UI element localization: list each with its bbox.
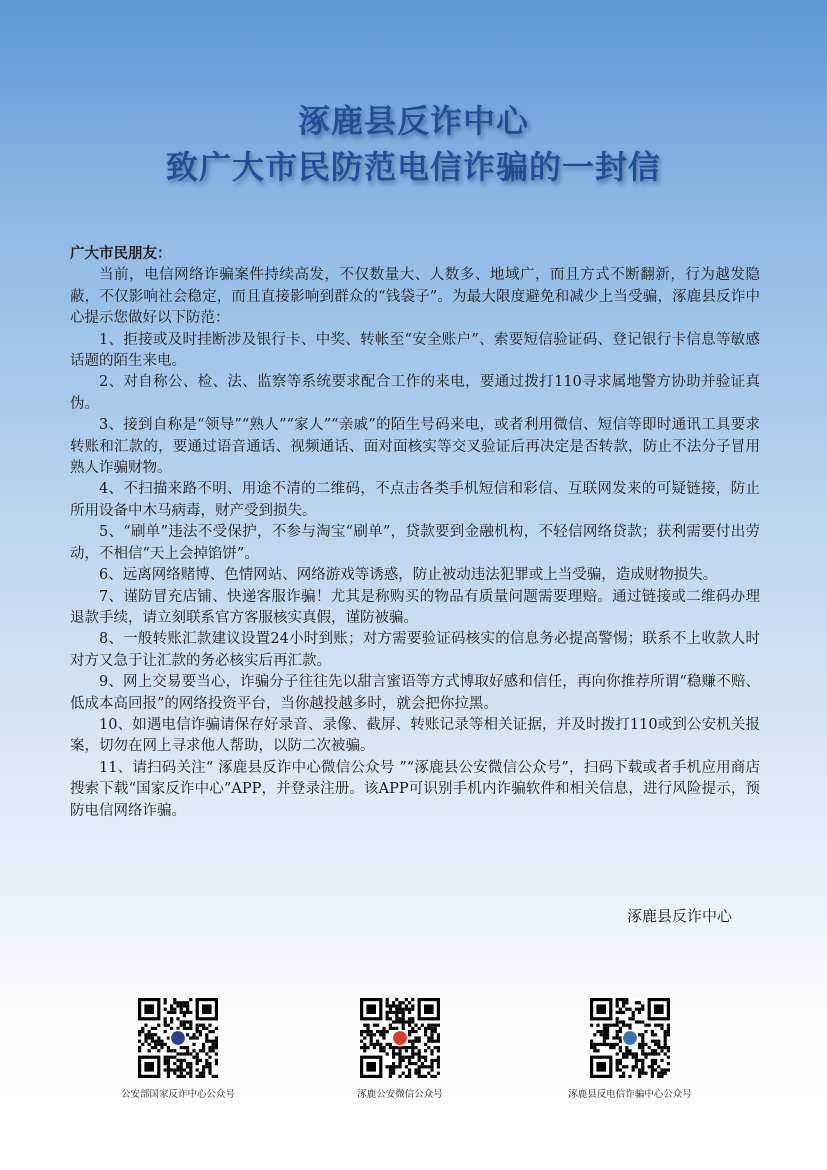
paragraph-item-10: 10、如遇电信诈骗请保存好录音、录像、截屏、转账记录等相关证据，并及时拨打110或到公安机关报案，切勿在网上寻求他人帮助，以防二次被骗。 <box>70 716 760 755</box>
paragraph-item-1: 1、拒接或及时挂断涉及银行卡、中奖、转帐至“安全账户”、索要短信验证码、登记银行卡信息等敏感话题的陌生来电。 <box>70 331 760 370</box>
shield-emblem-icon <box>622 1030 637 1045</box>
paragraph-item-2: 2、对自称公、检、法、监察等系统要求配合工作的来电，要通过拨打110寻求属地警方协助并验证真伪。 <box>70 374 760 412</box>
paragraph-item-5: 5、“刷单”违法不受保护，不参与淘宝“刷单”，贷款要到金融机构，不轻信网络贷款；获利需要付出劳动，不相信“天上会掉馅饼”。 <box>70 524 760 562</box>
paragraph-item-3: 3、接到自称是“领导”“熟人”“家人”“亲戚”的陌生号码来电，或者利用微信、短信等即时通讯工具要求转账和汇款的，要通过语音通话、视频通话、面对面核实等交叉验证后再决定是否转款，防止不法分子冒用熟人诈骗财物。 <box>70 417 760 477</box>
greeting: 广大市民朋友： <box>70 246 172 262</box>
qr-code-zhuolu-anti-fraud[interactable] <box>590 998 670 1078</box>
qr-code-national-anti-fraud[interactable] <box>138 998 218 1078</box>
signature: 涿鹿县反诈中心 <box>626 907 732 925</box>
qr-block-zhuolu-anti-fraud <box>520 998 740 1100</box>
qr-caption: 涿鹿县反电信诈骗中心公众号 <box>568 1089 692 1100</box>
qr-block-zhuolu-police <box>290 998 510 1100</box>
qr-caption: 公安部国家反诈中心公众号 <box>120 1089 235 1100</box>
title-line-2: 致广大市民防范电信诈骗的一封信 <box>165 148 661 186</box>
paragraph-item-9: 9、网上交易要当心，诈骗分子往往先以甜言蜜语等方式博取好感和信任，再向你推荐所谓“稳赚不赔、低成本高回报”的网络投资平台，当你越投越多时，就会把你拉黑。 <box>70 674 760 712</box>
qr-block-national-anti-fraud <box>68 998 288 1100</box>
paragraph-item-6: 6、远离网络赌博、色情网站、网络游戏等诱惑，防止被动违法犯罪或上当受骗，造成财物损失。 <box>99 567 718 584</box>
paragraph-item-4: 4、不扫描来路不明、用途不清的二维码，不点击各类手机短信和彩信、互联网发来的可疑链接，防止所用设备中木马病毒，财产受到损失。 <box>70 481 760 519</box>
police-badge-icon <box>170 1030 185 1045</box>
paragraph-intro: 当前，电信网络诈骗案件持续高发，不仅数量大、人数多、地域广，而且方式不断翻新，行为越发隐蔽，不仅影响社会稳定，而且直接影响到群众的“钱袋子”。为最大限度避免和减少上当受骗，涿鹿县反诈中心提示您做好以下防范： <box>70 267 760 327</box>
letter-body <box>70 244 760 822</box>
title-line-1: 涿鹿县反诈中心 <box>297 102 529 140</box>
police-emblem-icon <box>392 1030 407 1045</box>
paragraph-item-7: 7、谨防冒充店铺、快递客服诈骗！尤其是称购买的物品有质量问题需要理赔。通过链接或二维码办理退款手续，请立刻联系官方客服核实真假，谨防被骗。 <box>70 588 760 626</box>
qr-code-zhuolu-police[interactable] <box>360 998 440 1078</box>
paragraph-item-8: 8、一般转账汇款建议设置24小时到账；对方需要验证码核实的信息务必提高警惕；联系不上收款人时对方又急于让汇款的务必核实后再汇款。 <box>70 631 760 669</box>
qr-caption: 涿鹿公安微信公众号 <box>357 1089 443 1100</box>
paragraph-item-11: 11、请扫码关注“ 涿鹿县反诈中心微信公众号 ”“涿鹿县公安微信公众号”，扫码下载或者手机应用商店搜索下载“国家反诈中心”APP，并登录注册。该APP可识别手机内诈骗软件和相关信息，进行风险提示，预防电信网络诈骗。 <box>70 759 760 819</box>
